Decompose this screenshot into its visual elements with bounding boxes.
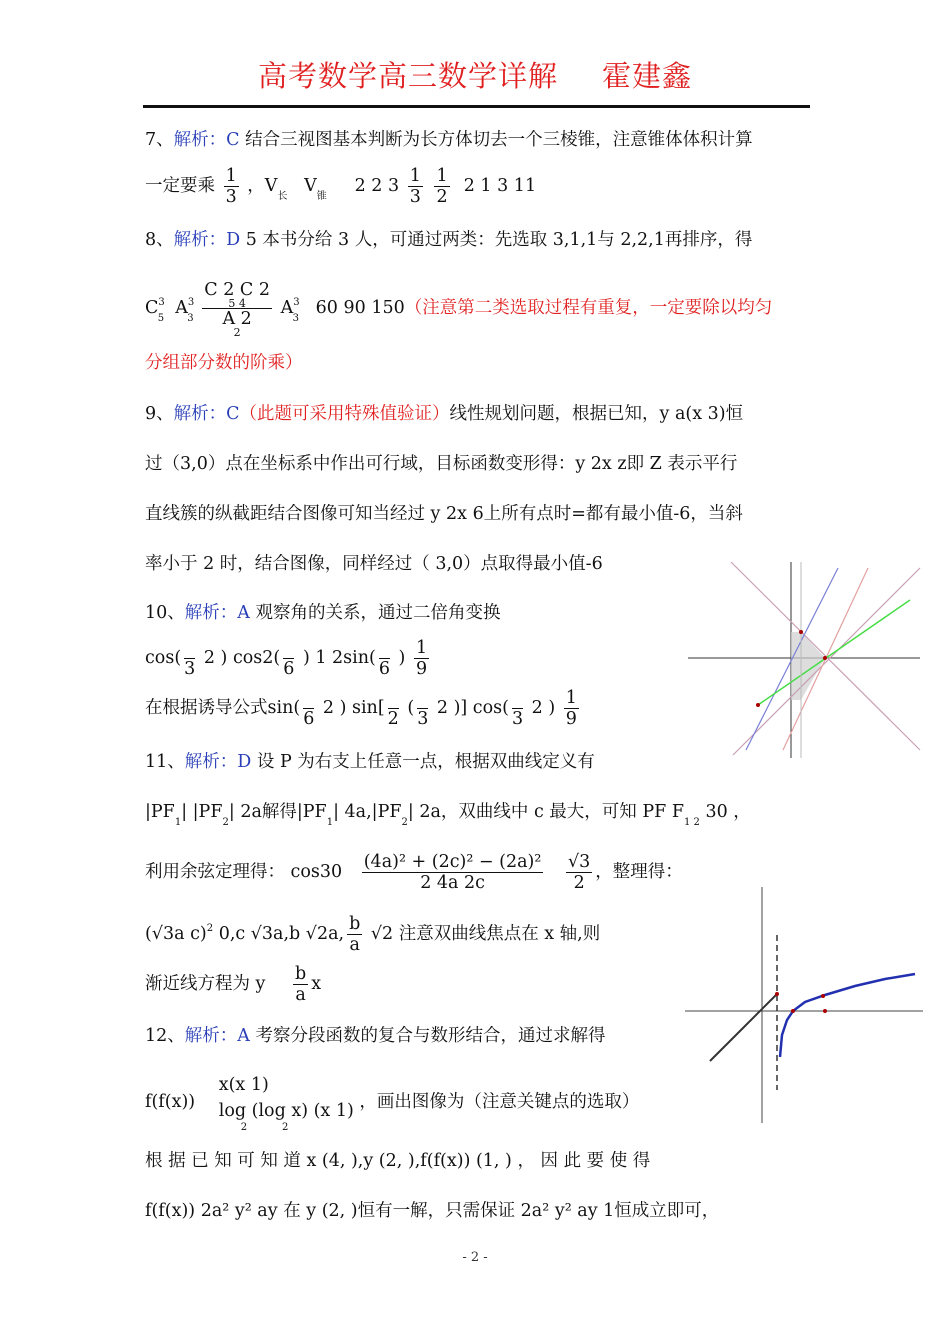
q9-line-green bbox=[758, 600, 910, 705]
q8-number: 8、 bbox=[145, 230, 174, 250]
q7-tail: 2 1 3 11 bbox=[463, 176, 537, 196]
q11-b-t6: 30 ， bbox=[699, 802, 751, 822]
page-number: - 2 - bbox=[462, 1250, 488, 1265]
q9-line-3: 直线簇的纵截距结合图像可知当经过 y 2x 6上所有点时=都有最小值-6，当斜 bbox=[145, 504, 743, 524]
q11-c-t1: 利用余弦定理得： cos30 bbox=[145, 862, 343, 882]
q9-feasible-region-graph bbox=[688, 560, 923, 760]
q10-line-3 bbox=[145, 688, 582, 729]
q12-point-2 bbox=[791, 1009, 795, 1013]
q11-c-frac: $\frac{\text{(4a)² + (2c)² − (2a)²}}{2 4a 2c}$ bbox=[363, 852, 542, 893]
q12-function-graph bbox=[685, 885, 925, 1125]
q8-line-1 bbox=[145, 229, 752, 251]
q8-frac-num: C 2 C 2 bbox=[204, 280, 270, 300]
q10-b-t3: ) 1 2sin bbox=[297, 648, 370, 668]
q11-line-5 bbox=[145, 964, 321, 1005]
q9-line-1 bbox=[145, 403, 743, 425]
q11-e-t2: x bbox=[311, 974, 322, 994]
q12-piece-top: x(x 1) bbox=[218, 1075, 269, 1095]
q11-d-t2: 0,c √3a,b √2a, bbox=[213, 924, 345, 944]
q12-point-1 bbox=[775, 992, 779, 996]
q8-a2-sup: 3 bbox=[293, 297, 300, 308]
q8-note: （注意第二类选取过程有重复，一定要除以均匀 bbox=[404, 298, 773, 318]
q8-a2: A bbox=[280, 298, 294, 318]
q10-c-t1: 在根据诱导公式sin( bbox=[145, 698, 301, 718]
q10-c-f1: 6 bbox=[303, 688, 314, 729]
q8-line-2 bbox=[145, 280, 772, 337]
q11-line-1 bbox=[145, 751, 595, 773]
q10-b-f3: 6 bbox=[379, 638, 390, 679]
q8-a: A bbox=[175, 298, 188, 318]
q12-line-3: 根 据 已 知 可 知 道 x (4, ),y (2, ),f(f(x)) (1, ) ， 因 此 要 使 得 bbox=[145, 1151, 651, 1171]
q12-answer-tag: 解析：A bbox=[184, 1026, 250, 1046]
q11-b-s2: 2 bbox=[222, 817, 229, 828]
q12-number: 12、 bbox=[145, 1026, 185, 1046]
q11-number: 11、 bbox=[145, 752, 185, 772]
q10-b-t3b: ( bbox=[369, 648, 376, 668]
q11-text: 设 P 为右支上任意一点，根据双曲线定义有 bbox=[251, 752, 595, 772]
page-header bbox=[0, 54, 950, 95]
q10-line-2 bbox=[145, 638, 432, 679]
q7-nums: 2 2 3 bbox=[354, 176, 400, 196]
q9-note: （此题可采用特殊值验证） bbox=[239, 404, 450, 424]
q10-c-f2: 2 bbox=[388, 688, 399, 729]
q9-line-pink-2 bbox=[733, 568, 920, 755]
q11-d-t1: (√3a c) bbox=[145, 924, 207, 944]
q11-b-t5: | 2a，双曲线中 c 最大，可知 PF F bbox=[407, 802, 684, 822]
q12-point-3 bbox=[821, 994, 825, 998]
q12-line-1 bbox=[145, 1025, 605, 1047]
header-rule bbox=[143, 105, 810, 108]
q9-point-3 bbox=[756, 703, 760, 707]
q11-c-frac2: $\frac{√3}{2}$ bbox=[567, 852, 591, 893]
q11-e-t1: 渐近线方程为 y bbox=[145, 974, 266, 994]
q11-line-3 bbox=[145, 852, 683, 893]
q10-c-t5: 2 ) bbox=[526, 698, 556, 718]
q8-frac-den-sub: 2 bbox=[233, 326, 241, 339]
q10-c-t3: ( bbox=[401, 698, 415, 718]
q10-text: 观察角的关系，通过二倍角变换 bbox=[249, 603, 501, 623]
q12-text: 考察分段函数的复合与数形结合，通过求解得 bbox=[249, 1026, 606, 1046]
q12-piece-bot-sub: 2 2 bbox=[240, 1122, 289, 1133]
q10-c-f3: 3 bbox=[417, 688, 428, 729]
header-title: 高考数学高三数学详解 bbox=[257, 59, 558, 93]
q7-line-1 bbox=[145, 129, 753, 151]
q8-note-cont: 分组部分数的阶乘） bbox=[145, 353, 303, 373]
q11-b-t3: | 2a解得|PF bbox=[228, 802, 327, 822]
q10-c-t2: 2 ) sin[ bbox=[317, 698, 385, 718]
q12-linear-branch bbox=[710, 994, 777, 1061]
q9-point-2 bbox=[823, 656, 827, 660]
q7-line-2 bbox=[145, 166, 536, 207]
q11-b-s4: 2 bbox=[401, 817, 408, 828]
q7-text: 结合三视图基本判断为长方体切去一个三棱锥，注意锥体体积计算 bbox=[239, 130, 753, 150]
q10-line-1 bbox=[145, 602, 500, 624]
q12-log-curve bbox=[780, 974, 915, 1057]
q11-b-t1: |PF bbox=[145, 802, 175, 822]
q7-frac-1: $\frac{1}{3}$ bbox=[225, 166, 237, 207]
q11-d-sup: 2 bbox=[206, 923, 214, 934]
q12-line-2 bbox=[145, 1072, 639, 1132]
q11-b-t2: | |PF bbox=[181, 802, 223, 822]
q11-b-s1: 1 bbox=[174, 817, 182, 828]
q9-text: 线性规划问题，根据已知，y a(x 3)恒 bbox=[449, 404, 744, 424]
q8-answer-tag: 解析：D bbox=[173, 230, 241, 250]
q7-frac-3: $\frac{1}{2}$ bbox=[436, 166, 448, 207]
q10-b-f1: 3 bbox=[184, 638, 195, 679]
q10-b-t4: ) bbox=[392, 648, 406, 668]
q7-v-cone: V bbox=[304, 176, 317, 196]
q10-b-f2: 6 bbox=[283, 638, 294, 679]
q8-a-sub: 3 bbox=[187, 313, 194, 324]
q9-feasible-region bbox=[791, 632, 825, 700]
q9-point-1 bbox=[799, 630, 803, 634]
q11-e-frac: $\frac{b}{a}$ bbox=[295, 964, 307, 1005]
q7-sub-cone: 锥 bbox=[316, 191, 327, 202]
q9-number: 9、 bbox=[145, 404, 174, 424]
q12-piecewise bbox=[219, 1072, 354, 1132]
q10-number: 10、 bbox=[145, 603, 185, 623]
q11-b-t4: | 4a,|PF bbox=[333, 802, 402, 822]
q9-line-4: 率小于 2 时，结合图像，同样经过（ 3,0）点取得最小值-6 bbox=[145, 554, 603, 574]
header-author: 霍建鑫 bbox=[602, 59, 693, 93]
q9-answer-tag: 解析：C bbox=[173, 404, 240, 424]
q11-d-t3: √2 注意双曲线焦点在 x 轴,则 bbox=[365, 924, 601, 944]
q10-b-t1: cos( bbox=[145, 648, 182, 668]
q10-b-t2: 2 ) cos2( bbox=[198, 648, 281, 668]
q10-c-t4: 2 )] cos( bbox=[431, 698, 509, 718]
q11-line-4 bbox=[145, 914, 600, 955]
q7-frac-2: $\frac{1}{3}$ bbox=[409, 166, 421, 207]
q8-a2-sub: 3 bbox=[292, 313, 299, 324]
q10-c-f4: 3 bbox=[512, 688, 523, 729]
q9-line-pink-1 bbox=[731, 562, 920, 750]
q8-c: C bbox=[145, 298, 159, 318]
q11-d-frac: $\frac{b}{a}$ bbox=[349, 914, 361, 955]
q11-answer-tag: 解析：D bbox=[184, 752, 252, 772]
q8-frac bbox=[202, 280, 272, 337]
q8-c-sub: 5 bbox=[157, 313, 165, 324]
q11-line-2 bbox=[145, 801, 751, 826]
q8-text: 5 本书分给 3 人，可通过两类：先选取 3,1,1与 2,2,1再排序，得 bbox=[240, 230, 753, 250]
q9-line-2: 过（3,0）点在坐标系中作出可行域，目标函数变形得：y 2x z即 Z 表示平行 bbox=[145, 454, 738, 474]
q11-b-s5: 1 2 bbox=[684, 817, 700, 828]
q7-answer-tag: 解析：C bbox=[173, 130, 240, 150]
q8-a-sup: 3 bbox=[187, 297, 195, 308]
q8-c-sup: 3 bbox=[158, 297, 165, 308]
q12-b-t1: f(f(x)) bbox=[145, 1092, 196, 1112]
q12-point-4 bbox=[823, 1009, 827, 1013]
q8-frac-num-sub: 5 4 bbox=[228, 297, 246, 310]
q7-sub-long: 长 bbox=[277, 191, 288, 202]
q12-line-4: f(f(x)) 2a² y² ay 在 y (2, )恒有一解，只需保证 2a² y² ay 1恒成立即可， bbox=[145, 1201, 720, 1221]
q10-b-result: $\frac{1}{9}$ bbox=[415, 638, 428, 679]
q7-v-long: ，V bbox=[247, 176, 278, 196]
q8-frac-den: A 2 bbox=[222, 309, 252, 329]
q11-c-t2: ，整理得： bbox=[595, 862, 683, 882]
q8-values: 60 90 150 bbox=[315, 298, 405, 318]
q7-number: 7、 bbox=[145, 130, 174, 150]
q10-c-result: $\frac{1}{9}$ bbox=[565, 688, 577, 729]
q8-line-3 bbox=[145, 352, 303, 374]
q11-b-s3: 1 bbox=[326, 817, 334, 828]
q12-b-t2: ，画出图像为（注意关键点的选取） bbox=[359, 1092, 640, 1112]
q10-answer-tag: 解析：A bbox=[184, 603, 250, 623]
q12-piece-bot: log (log x) (x 1) bbox=[218, 1101, 354, 1121]
q7-pre: 一定要乘 bbox=[145, 176, 215, 196]
